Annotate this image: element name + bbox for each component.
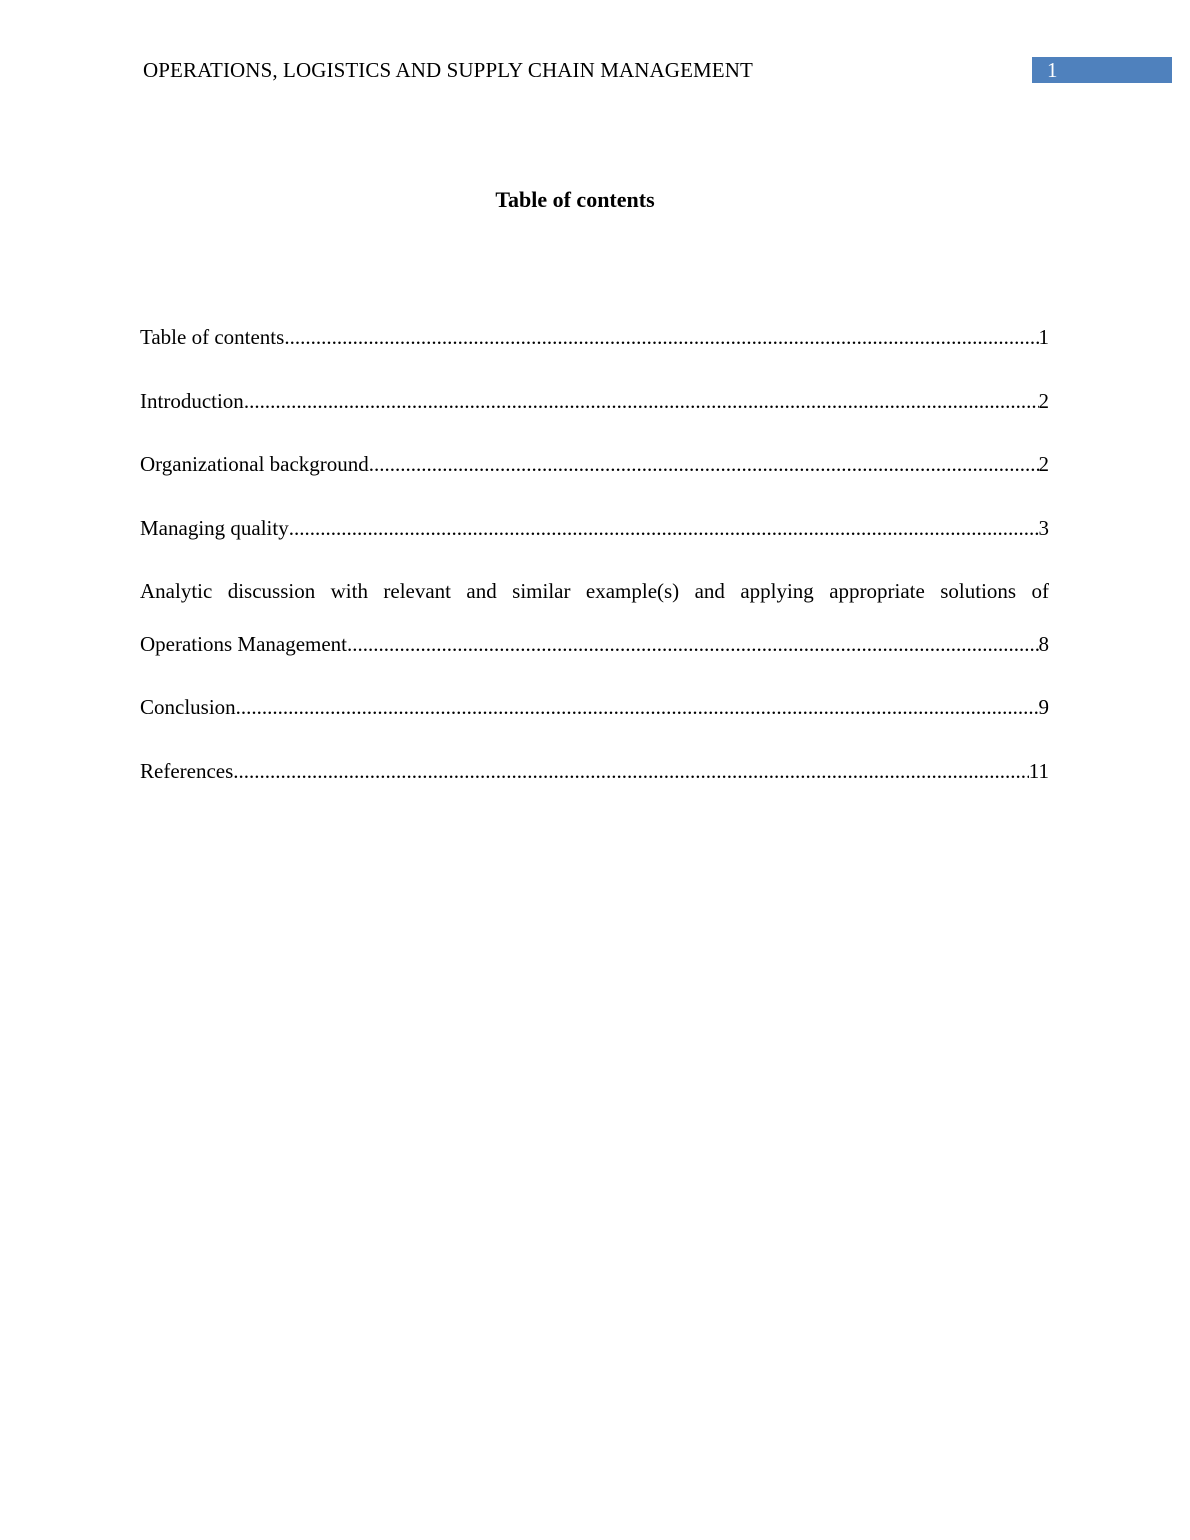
toc-list [140,320,1049,817]
toc-dot-leader [233,754,1028,789]
toc-dot-leader [244,384,1039,419]
toc-entry-analytic-discussion[interactable] [140,574,1049,690]
toc-entry-text-line1: Analytic discussion with relevant and similar example(s) and applying appropriate solutions of [140,579,1049,603]
toc-entry-page: 2 [1038,452,1049,476]
toc-dot-leader [284,320,1038,355]
toc-entry-organizational-background[interactable] [140,447,1049,511]
toc-entry-managing-quality[interactable] [140,511,1049,575]
toc-entry-page: 9 [1038,695,1049,719]
toc-entry-table-of-contents[interactable] [140,320,1049,384]
toc-entry-page: 1 [1038,325,1049,349]
page-number-box [1032,57,1172,83]
toc-entry-text: Operations Management [140,632,348,656]
toc-entry-text: Introduction [140,388,244,413]
toc-entry-page: 2 [1038,388,1049,413]
toc-entry-text: Managing quality [140,515,289,540]
toc-title: Table of contents [495,187,655,212]
page-number: 1 [1047,58,1058,82]
toc-dot-leader [369,447,1039,482]
toc-entry-text: Organizational background [140,452,369,476]
toc-entry-references[interactable] [140,754,1049,818]
toc-dot-leader [289,511,1039,546]
toc-entry-page: 8 [1038,632,1049,656]
running-head: OPERATIONS, LOGISTICS AND SUPPLY CHAIN MANAGEMENT [143,58,753,82]
toc-entry-text: References [140,758,234,783]
toc-entry-page: 3 [1038,515,1049,540]
toc-entry-introduction[interactable] [140,384,1049,448]
toc-dot-leader [236,690,1039,725]
toc-entry-conclusion[interactable] [140,690,1049,754]
toc-dot-leader [347,627,1038,662]
toc-entry-text: Table of contents [140,325,285,349]
toc-entry-page: 11 [1028,758,1049,783]
toc-entry-text: Conclusion [140,695,236,719]
